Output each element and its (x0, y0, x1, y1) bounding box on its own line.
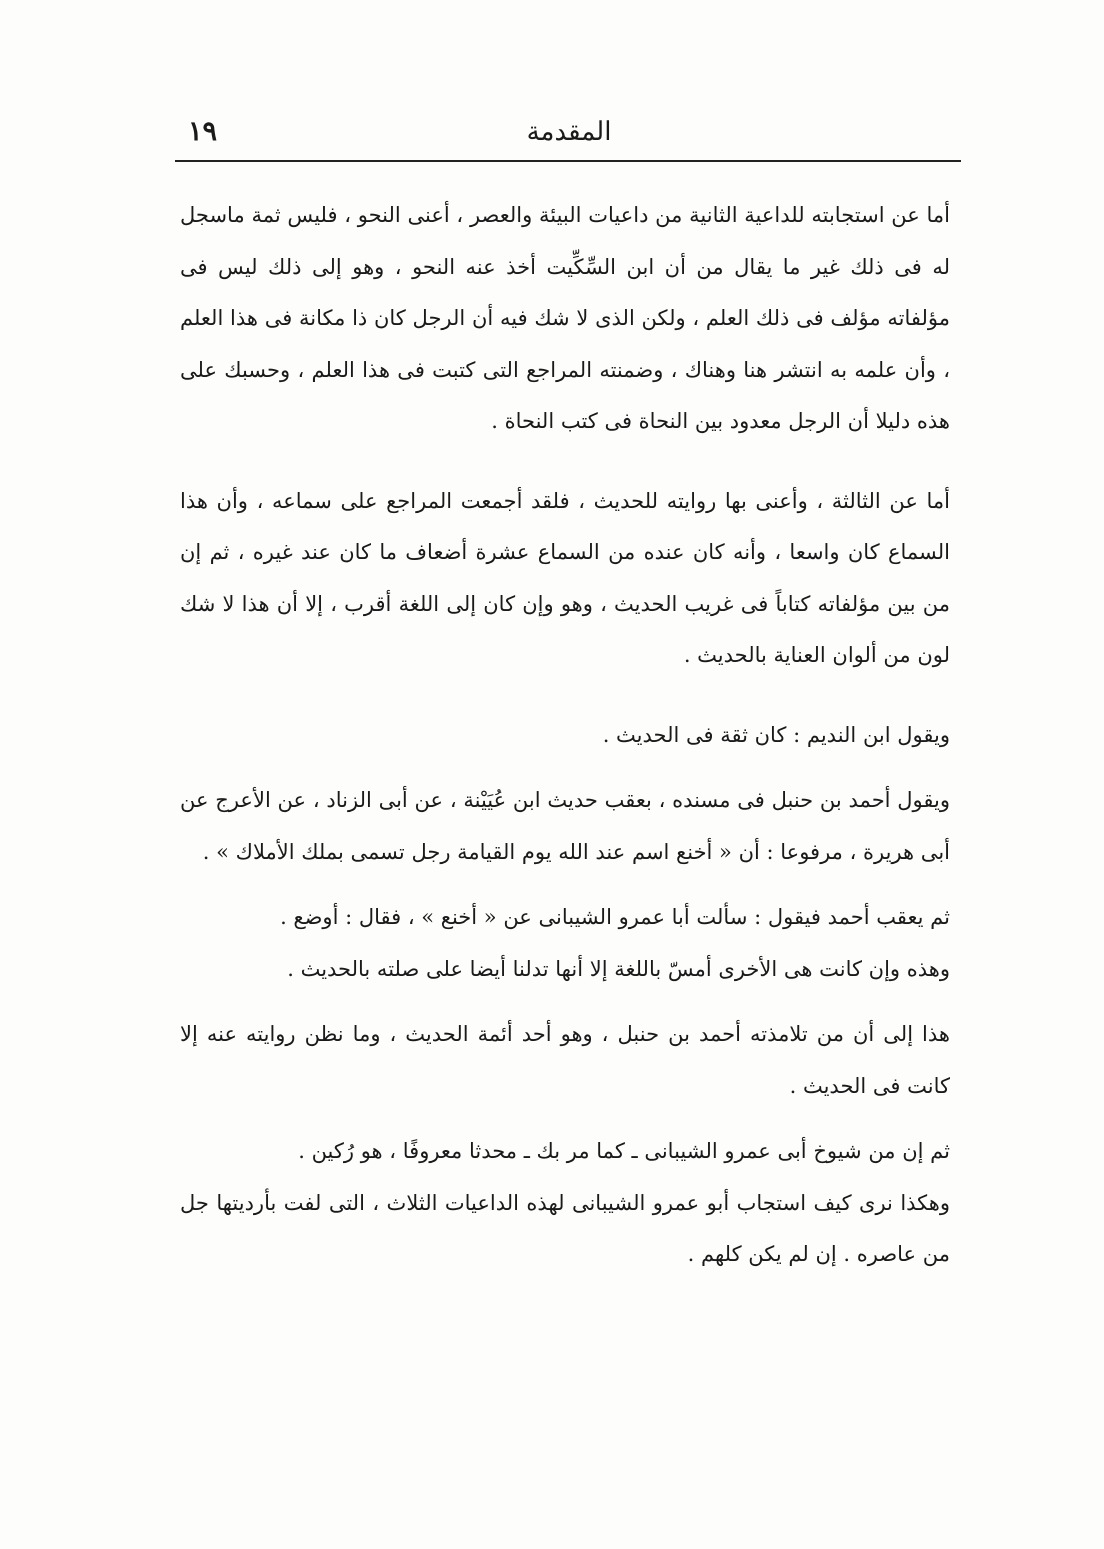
header-divider (175, 160, 961, 162)
paragraph: أما عن استجابته للداعية الثانية من داعيات البيئة والعصر ، أعنى النحو ، فليس ثمة ماسجل له فى ذلك غير ما يقال من أن ابن السِّكِّيت أخذ عنه النحو ، وهو إلى ذلك ليس فى مؤلفاته مؤلف فى ذلك العلم ، ولكن الذى لا شك فيه أن الرجل كان ذا مكانة فى هذا العلم ، وأن علمه به انتشر هنا وهناك ، وضمنته المراجع التى كتبت فى هذا العلم ، وحسبك على هذه دليلا أن الرجل معدود بين النحاة فى كتب النحاة . (180, 203, 950, 433)
paragraph: وهكذا نرى كيف استجاب أبو عمرو الشيبانى لهذه الداعيات الثلاث ، التى لفت بأرديتها جل من عاصره . إن لم يكن كلهم . (180, 1190, 950, 1266)
paragraph: ويقول ابن النديم : كان ثقة فى الحديث . (602, 722, 950, 747)
paragraph: هذا إلى أن من تلامذته أحمد بن حنبل ، وهو أحد أئمة الحديث ، وما نظن روايته عنه إلا كانت فى الحديث . (180, 1022, 950, 1098)
page-body (180, 190, 950, 1281)
paragraph: وهذه وإن كانت هى الأخرى أمسّ باللغة إلا أنها تدلنا أيضا على صلته بالحديث . (287, 956, 950, 981)
page-title: المقدمة (526, 117, 612, 147)
paragraph: ثم إن من شيوخ أبى عمرو الشيبانى ـ كما مر بك ـ محدثا معروفًا ، هو رُكين . (298, 1139, 950, 1163)
paragraph: ويقول أحمد بن حنبل فى مسنده ، بعقب حديث ابن عُيَيْنة ، عن أبى الزناد ، عن الأعرج عن أبى هريرة ، مرفوعا : أن « أخنع اسم عند الله يوم القيامة رجل تسمى بملك الأملاك » . (180, 788, 950, 864)
paragraph: أما عن الثالثة ، وأعنى بها روايته للحديث ، فلقد أجمعت المراجع على سماعه ، وأن هذا السماع كان واسعا ، وأنه كان عنده من السماع عشرة أضعاف ما كان عند غيره ، ثم إن من بين مؤلفاته كتاباً فى غريب الحديث ، وهو وإن كان إلى اللغة أقرب ، إلا أن هذا لا شك لون من ألوان العناية بالحديث . (180, 488, 950, 667)
page-header (180, 108, 958, 158)
paragraph: ثم يعقب أحمد فيقول : سألت أبا عمرو الشيبانى عن « أخنع » ، فقال : أوضع . (280, 905, 950, 929)
page-number: ١٩ (188, 116, 218, 147)
